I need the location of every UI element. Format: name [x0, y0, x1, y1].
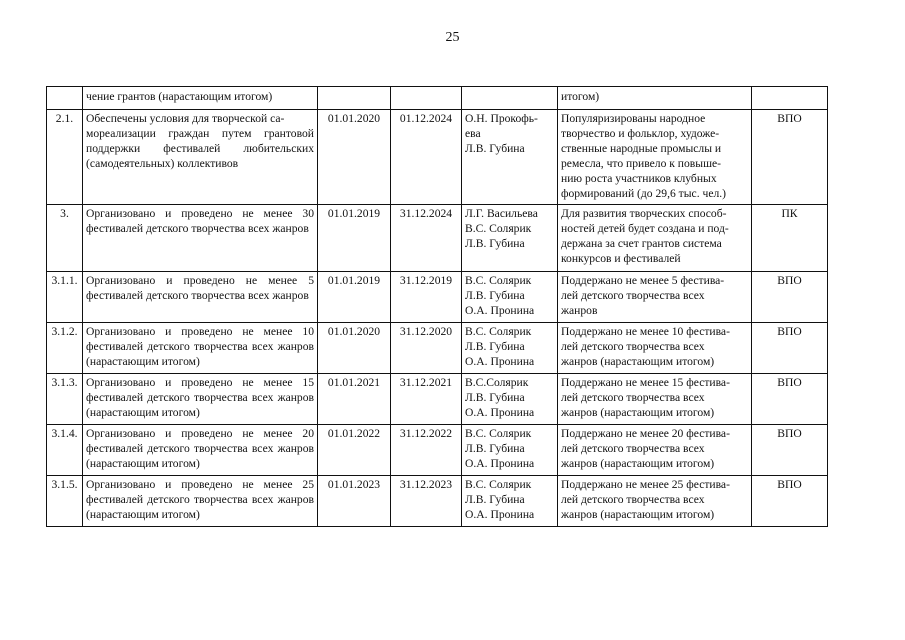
cell-type: ВПО: [752, 272, 828, 323]
cell-desc: Организовано и проведено не менее 15 фестивалей детского творчества всех жанров (нарастающим итогом): [83, 374, 318, 425]
cell-result: итогом): [558, 87, 752, 110]
cell-type: ВПО: [752, 374, 828, 425]
cell-resp: В.С. Солярик Л.В. Губина О.А. Пронина: [462, 323, 558, 374]
cell-end: 31.12.2024: [391, 205, 462, 272]
table-row: [47, 323, 828, 374]
cell-num: 3.1.5.: [47, 476, 83, 527]
cell-num: 3.1.4.: [47, 425, 83, 476]
cell-end: 31.12.2023: [391, 476, 462, 527]
table-row: [47, 374, 828, 425]
cell-resp: В.С. Солярик Л.В. Губина О.А. Пронина: [462, 425, 558, 476]
cell-type: [752, 87, 828, 110]
cell-type: ПК: [752, 205, 828, 272]
cell-resp: В.С. Солярик Л.В. Губина О.А. Пронина: [462, 272, 558, 323]
cell-end: 01.12.2024: [391, 110, 462, 205]
cell-type: ВПО: [752, 476, 828, 527]
table-row: [47, 476, 828, 527]
page-number: 25: [445, 30, 460, 45]
cell-resp: В.С.Солярик Л.В. Губина О.А. Пронина: [462, 374, 558, 425]
cell-desc: Организовано и проведено не менее 25 фестивалей детского творчества всех жанров (нарастающим итогом): [83, 476, 318, 527]
cell-type: ВПО: [752, 110, 828, 205]
cell-num: 3.1.3.: [47, 374, 83, 425]
cell-num: 3.: [47, 205, 83, 272]
table-row-continuation: [47, 87, 828, 110]
cell-start: 01.01.2023: [318, 476, 391, 527]
cell-start: [318, 87, 391, 110]
cell-result: Популяризированы народное творчество и фольклор, художе- ственные народные промыслы и ремесла, что привело к повыше- нию роста участников клубных формирований (до 29,6 тыс. чел.): [558, 110, 752, 205]
cell-desc: Организовано и проведено не менее 20 фестивалей детского творчества всех жанров (нарастающим итогом): [83, 425, 318, 476]
cell-start: 01.01.2019: [318, 205, 391, 272]
cell-start: 01.01.2021: [318, 374, 391, 425]
cell-end: 31.12.2022: [391, 425, 462, 476]
cell-num: 3.1.1.: [47, 272, 83, 323]
cell-end: 31.12.2021: [391, 374, 462, 425]
cell-resp: В.С. Солярик Л.В. Губина О.А. Пронина: [462, 476, 558, 527]
cell-num: [47, 87, 83, 110]
cell-num: 2.1.: [47, 110, 83, 205]
cell-resp: О.Н. Прокофь- ева Л.В. Губина: [462, 110, 558, 205]
table-row: [47, 272, 828, 323]
cell-type: ВПО: [752, 425, 828, 476]
plan-table: [46, 86, 828, 527]
cell-end: 31.12.2019: [391, 272, 462, 323]
cell-result: Поддержано не менее 25 фестива- лей детского творчества всех жанров (нарастающим итогом): [558, 476, 752, 527]
cell-desc: Организовано и проведено не менее 10 фестивалей детского творчества всех жанров (нарастающим итогом): [83, 323, 318, 374]
cell-result: Поддержано не менее 5 фестива- лей детского творчества всех жанров: [558, 272, 752, 323]
cell-desc: чение грантов (нарастающим итогом): [83, 87, 318, 110]
cell-start: 01.01.2022: [318, 425, 391, 476]
cell-result: Поддержано не менее 20 фестива- лей детского творчества всех жанров (нарастающим итогом): [558, 425, 752, 476]
cell-type: ВПО: [752, 323, 828, 374]
cell-end: 31.12.2020: [391, 323, 462, 374]
cell-result: Для развития творческих способ- ностей детей будет создана и под- держана за счет грантов система конкурсов и фестивалей: [558, 205, 752, 272]
cell-desc: Организовано и проведено не менее 30 фестивалей детского творчества всех жанров: [83, 205, 318, 272]
cell-end: [391, 87, 462, 110]
cell-result: Поддержано не менее 10 фестива- лей детского творчества всех жанров (нарастающим итогом): [558, 323, 752, 374]
cell-desc: Обеспечены условия для творческой са- мореализации граждан путем грантовой поддержки фестивалей любительских (самодеятельных) коллективов: [83, 110, 318, 205]
cell-start: 01.01.2019: [318, 272, 391, 323]
table-row: [47, 110, 828, 205]
cell-num: 3.1.2.: [47, 323, 83, 374]
cell-start: 01.01.2020: [318, 323, 391, 374]
cell-result: Поддержано не менее 15 фестива- лей детского творчества всех жанров (нарастающим итогом): [558, 374, 752, 425]
table-row: [47, 425, 828, 476]
cell-resp: [462, 87, 558, 110]
cell-start: 01.01.2020: [318, 110, 391, 205]
table-row: [47, 205, 828, 272]
cell-resp: Л.Г. Васильева В.С. Солярик Л.В. Губина: [462, 205, 558, 272]
cell-desc: Организовано и проведено не менее 5 фестивалей детского творчества всех жанров: [83, 272, 318, 323]
